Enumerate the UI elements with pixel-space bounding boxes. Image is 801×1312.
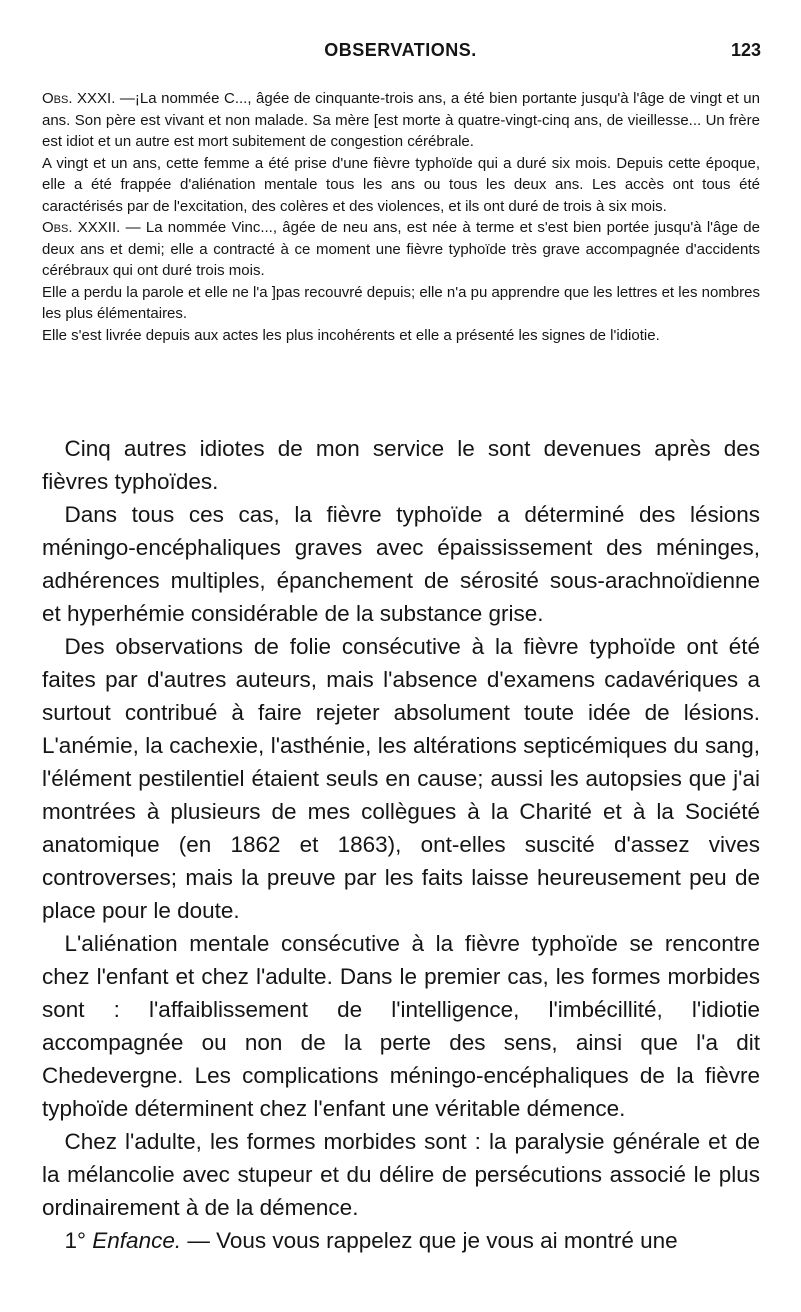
body-paragraph: Cinq autres idiotes de mon service le sont devenues après des fièvres typhoïdes. [42, 436, 760, 494]
observations-block [42, 88, 760, 346]
observation-label: Obs. XXXI. [42, 90, 116, 107]
observation-paragraph [42, 282, 760, 325]
body-paragraph: L'aliénation mentale consécutive à la fièvre typhoïde se rencontre chez l'enfant et chez l'adulte. Dans le premier cas, les formes morbides sont : l'affaiblissement de l'intelligence, l'imbécillité, l'idiotie accompagnée ou non de la perte des sens, ainsi que l'a dit Chedevergne. Les complications méningo-encéphaliques de la fièvre typhoïde déterminent chez l'enfant une véritable démence. [42, 931, 760, 1121]
page-number: 123 [730, 40, 761, 60]
observation-text: — La nommée Vinc..., âgée de neu ans, est née à terme et s'est bien portée jusqu'à l'âge de deux ans et demi; elle a contracté à ce moment une fièvre typhoïde très grave accompagnée d'accidents cérébraux qui ont duré trois mois. [42, 219, 760, 279]
observation-paragraph [42, 88, 760, 153]
body-paragraph: Dans tous ces cas, la fièvre typhoïde a déterminé des lésions méningo-encéphaliques graves avec épaississement des méninges, adhérences multiples, épanchement de sérosité sous-arachnoïdienne et hyperhémie considérable de la substance grise. [42, 502, 760, 626]
page-header [40, 40, 761, 70]
body-paragraph: Des observations de folie consécutive à la fièvre typhoïde ont été faites par d'autres auteurs, mais l'absence d'examens cadavériques a surtout contribué à faire rejeter absolument toute idée de lésions. L'anémie, la cachexie, l'asthénie, les altérations septicémiques du sang, l'élément pestilentiel étaient seuls en cause; aussi les autopsies que j'ai montrées à plusieurs de mes collègues à la Charité et à la Société anatomique (en 1862 et 1863), ont-elles suscité d'assez vives controverses; mais la preuve par les faits laisse heureusement peu de place pour le doute. [42, 634, 760, 923]
observation-label: Obs. XXXII. [42, 219, 121, 236]
body-paragraph-last [42, 1224, 760, 1257]
observation-text: Elle a perdu la parole et elle ne l'a ]pas recouvré depuis; elle n'a pu apprendre que les lettres et les nombres les plus élémentaires. [42, 283, 760, 322]
section-number: 1° [64, 1228, 87, 1253]
section-text: — Vous vous rappelez que je vous ai montré une [181, 1228, 678, 1253]
main-text [42, 432, 760, 1257]
observation-text: A vingt et un ans, cette femme a été prise d'une fièvre typhoïde qui a duré six mois. Depuis cette époque, elle a été frappée d'aliénation mentale tous les ans ou tous les deux ans. Les accès ont tous été caractérisés par de l'excitation, des colères et des violences, et ils ont duré de trois à six mois. [42, 154, 760, 215]
observation-text: Elle s'est livrée depuis aux actes les plus incohérents et elle a présenté les signes de l'idiotie. [42, 326, 660, 344]
observation-paragraph [42, 325, 760, 347]
observation-text: —¡La nommée C..., âgée de cinquante-trois ans, a été bien portante jusqu'à l'âge de vingt et un ans. Son père est vivant et non malade. Sa mère [est morte à quatre-vingt-cinq ans, de vieillesse... Un frère est idiot et un autre est mort subitement de congestion cérébrale. [42, 90, 760, 150]
body-paragraph: Chez l'adulte, les formes morbides sont : la paralysie générale et de la mélancolie avec stupeur et du délire de persécutions associé le plus ordinairement à de la démence. [42, 1129, 760, 1220]
section-heading: Enfance. [92, 1228, 182, 1253]
running-title: OBSERVATIONS. [324, 40, 477, 60]
observation-paragraph [42, 153, 760, 218]
observation-paragraph [42, 217, 760, 282]
